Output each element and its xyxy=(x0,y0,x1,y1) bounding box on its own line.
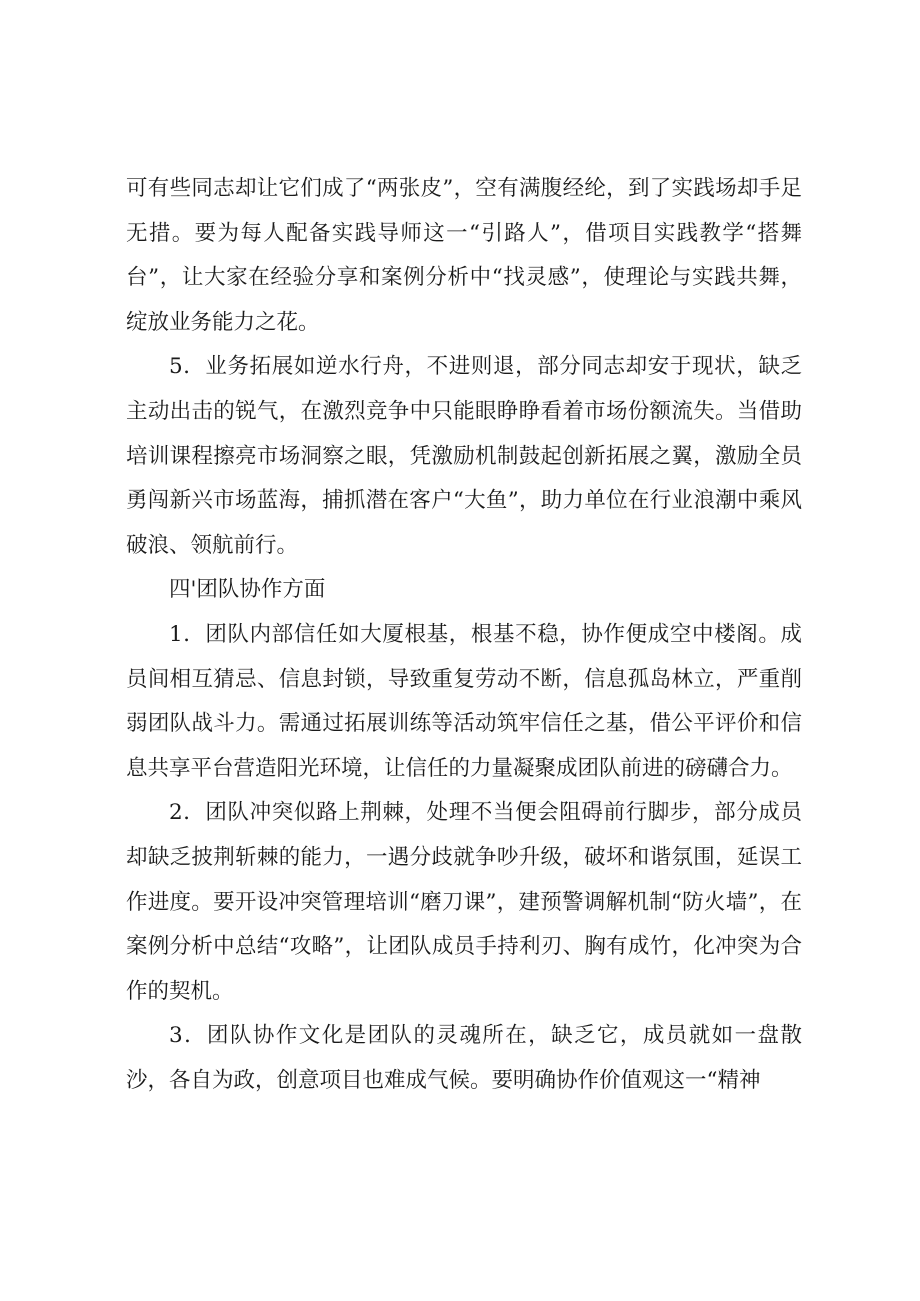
document-page xyxy=(126,167,802,1103)
paragraph-item-3-team-culture: 3．团队协作文化是团队的灵魂所在，缺乏它，成员就如一盘散沙，各自为政，创意项目也难成气候。要明确协作价值观这一“精神 xyxy=(126,1023,802,1093)
paragraph-item-5-business-expansion: 5．业务拓展如逆水行舟，不进则退，部分同志却安于现状，缺乏主动出击的锐气，在激烈竞争中只能眼睁睁看着市场份额流失。当借助培训课程擦亮市场洞察之眼，凭激励机制鼓起创新拓展之翼，激励全员勇闯新兴市场蓝海，捕抓潜在客户“大鱼”，助力单位在行业浪潮中乘风破浪、领航前行。 xyxy=(126,354,802,558)
paragraph-item-2-team-conflict: 2．团队冲突似路上荆棘，处理不当便会阻碍前行脚步，部分成员却缺乏披荆斩棘的能力，一遇分歧就争吵升级，破坏和谐氛围，延误工作进度。要开设冲突管理培训“磨刀课”，建预警调解机制“防火墙”，在案例分析中总结“攻略”，让团队成员手持利刃、胸有成竹，化冲突为合作的契机。 xyxy=(126,800,802,1004)
paragraph-item-1-team-trust: 1．团队内部信任如大厦根基，根基不稳，协作便成空中楼阁。成员间相互猜忌、信息封锁，导致重复劳动不断，信息孤岛林立，严重削弱团队战斗力。需通过拓展训练等活动筑牢信任之基，借公平评价和信息共享平台营造阳光环境，让信任的力量凝聚成团队前进的磅礴合力。 xyxy=(126,621,802,781)
paragraph-practice-continuation: 可有些同志却让它们成了“两张皮”，空有满腹经纶，到了实践场却手足无措。要为每人配备实践导师这一“引路人”，借项目实践教学“搭舞台”，让大家在经验分享和案例分析中“找灵感”，使理论与实践共舞，绽放业务能力之花。 xyxy=(126,176,802,335)
section-heading-teamwork: 四'团队协作方面 xyxy=(169,577,326,603)
